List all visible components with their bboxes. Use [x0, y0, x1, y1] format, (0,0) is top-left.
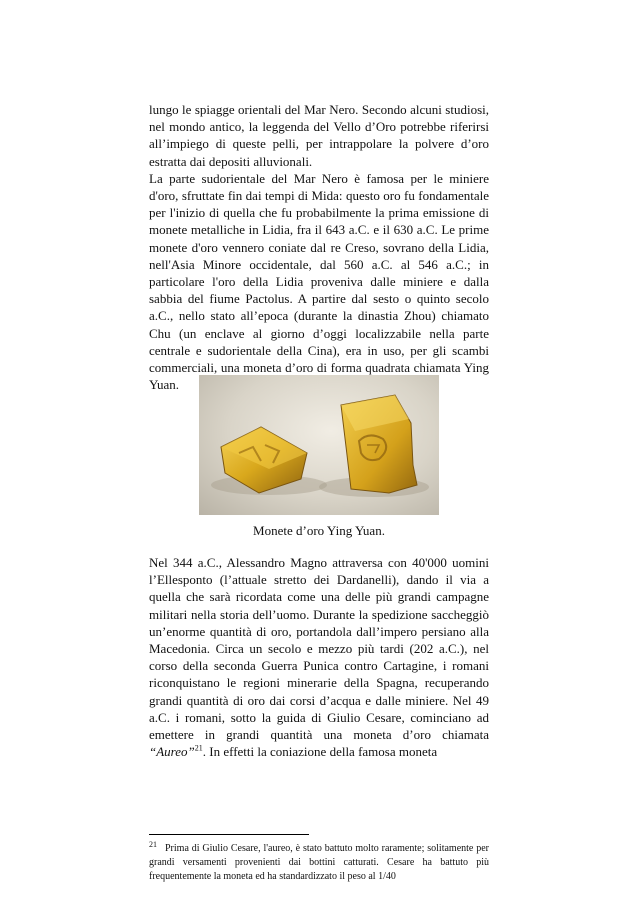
- footnote: [149, 839, 489, 884]
- aureo-term: “Aureo”: [149, 744, 195, 760]
- paragraph-mar-nero: La parte sudorientale del Mar Nero è famosa per le miniere d'oro, sfruttate fin dai tempi di Mida: questo oro fu fondamentale per l'inizio di quella che fu probabilmente la prima emissione di monete metalliche in Lidia, fra il 643 a.C. e il 630 a.C. Le prime monete d'oro vennero coniate dal re Creso, sovrano della Lidia, nell'Asia Minore occidentale, dal 560 a.C. al 546 a.C.; in particolare l'oro della Lidia proveniva dalle miniere e dalla sabbia del fiume Pactolus. A partire dal sesto o quinto secolo a.C., nello stato all’epoca (durante la dinastia Zhou) chiamato Chu (un enclave al giorno d’oggi localizzabile nella parte centrale e sudorientale della Cina), era in uso, per gli scambi commerciali, una moneta d’oro di forma quadrata chiamata Ying Yuan.: [149, 170, 489, 393]
- figure-caption: Monete d’oro Ying Yuan.: [253, 523, 385, 538]
- text-block-top: [149, 101, 489, 393]
- gold-coins-image: [199, 375, 439, 515]
- paragraph-alessandro-magno-end: . In effetti la coniazione della famosa moneta: [202, 744, 438, 760]
- footnote-separator: [149, 834, 309, 835]
- footnote-reference[interactable]: 21: [194, 743, 203, 753]
- paragraph-vello-oro: lungo le spiagge orientali del Mar Nero. Secondo alcuni studiosi, nel mondo antico, la leggenda del Vello d’Oro potrebbe riferirsi all’impiego di queste pelli, per intrappolare la polvere d’oro estratta dai depositi alluvionali.: [149, 102, 489, 169]
- footnote-text: Prima di Giulio Cesare, l'aureo, è stato battuto molto raramente; solitamente per grandi versamenti provenienti dai bottini catturati. Cesare ha battuto più frequentemente la moneta ed ha standardizzato il peso al 1/40: [149, 843, 489, 882]
- paragraph-alessandro-magno: [149, 554, 489, 760]
- footnote-number: 21: [149, 839, 157, 849]
- ying-yuan-coins-photo: [199, 375, 439, 515]
- text-block-bottom: [149, 554, 489, 760]
- paragraph-alessandro-magno-text: Nel 344 a.C., Alessandro Magno attraversa con 40'000 uomini l’Ellesponto (l’attuale stretto dei Dardanelli), dando il via a quella che sarà ricordata come una delle più grandi campagne militari nella storia dell’uomo. Durante la spedizione saccheggiò un’enorme quantità di oro, portandola dall’impero persiano alla Macedonia. Circa un secolo e mezzo più tardi (202 a.C.), nel corso della seconda Guerra Punica contro Cartagine, i romani riconquistano le regioni minerarie della Spagna, recuperando grandi quantità di oro dai corsi d’acqua e dalle miniere. Nel 49 a.C. i romani, sotto la guida di Giulio Cesare, cominciano ad emettere in grandi quantità una moneta d’oro chiamata: [149, 555, 489, 743]
